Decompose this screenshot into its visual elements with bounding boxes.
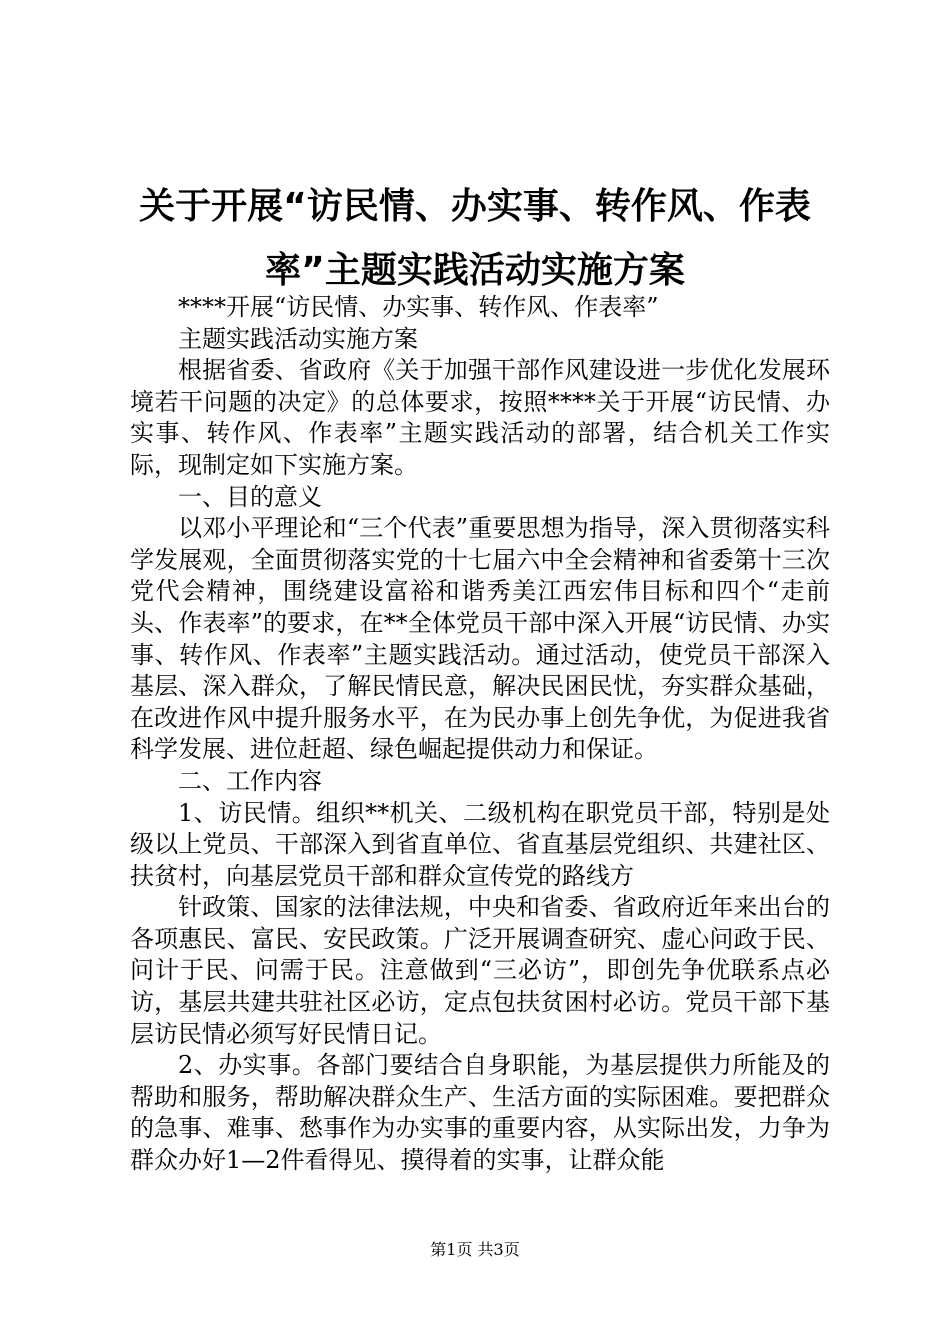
section-heading: 一、目的意义	[178, 482, 322, 511]
document-title: 关于开展“访民情、办实事、转作风、作表率”主题实践活动实施方案	[139, 186, 811, 291]
section-heading: 二、工作内容	[178, 766, 322, 795]
body-paragraph: 针政策、国家的法律法规，中央和省委、省政府近年来出台的各项惠民、富民、安民政策。广泛开展调查研究、虚心问政于民、问计于民、问需于民。注意做到“三必访”，即创先争优联系点必访，基层共建共驻社区必访，定点包扶贫困村必访。党员干部下基层访民情必须写好民情日记。	[130, 893, 830, 1048]
body-paragraph: 主题实践活动实施方案	[178, 324, 418, 353]
document-body	[130, 292, 830, 1177]
body-paragraph: 以邓小平理论和“三个代表”重要思想为指导，深入贯彻落实科学发展观，全面贯彻落实党的十七届六中全会精神和省委第十三次党代会精神，围绕建设富裕和谐秀美江西宏伟目标和四个“走前头、作表率”的要求，在**全体党员干部中深入开展“访民情、办实事、转作风、作表率”主题实践活动。通过活动，使党员干部深入基层、深入群众，了解民情民意，解决民困民忧，夯实群众基础，在改进作风中提升服务水平，在为民办事上创先争优，为促进我省科学发展、进位赶超、绿色崛起提供动力和保证。	[130, 514, 830, 764]
page-footer: 第1页 共3页	[430, 1240, 520, 1259]
body-paragraph: 1、访民情。组织**机关、二级机构在职党员干部，特别是处级以上党员、干部深入到省直单位、省直基层党组织、共建社区、扶贫村，向基层党员干部和群众宣传党的路线方	[130, 798, 830, 890]
body-paragraph: 2、办实事。各部门要结合自身职能，为基层提供力所能及的帮助和服务，帮助解决群众生产、生活方面的实际困难。要把群众的急事、难事、愁事作为办实事的重要内容，从实际出发，力争为群众办好1—2件看得见、摸得着的实事，让群众能	[130, 1051, 830, 1175]
body-paragraph: 根据省委、省政府《关于加强干部作风建设进一步优化发展环境若干问题的决定》的总体要求，按照****关于开展“访民情、办实事、转作风、作表率”主题实践活动的部署，结合机关工作实际，现制定如下实施方案。	[130, 356, 830, 479]
body-paragraph: ****开展“访民情、办实事、转作风、作表率”	[178, 293, 659, 321]
